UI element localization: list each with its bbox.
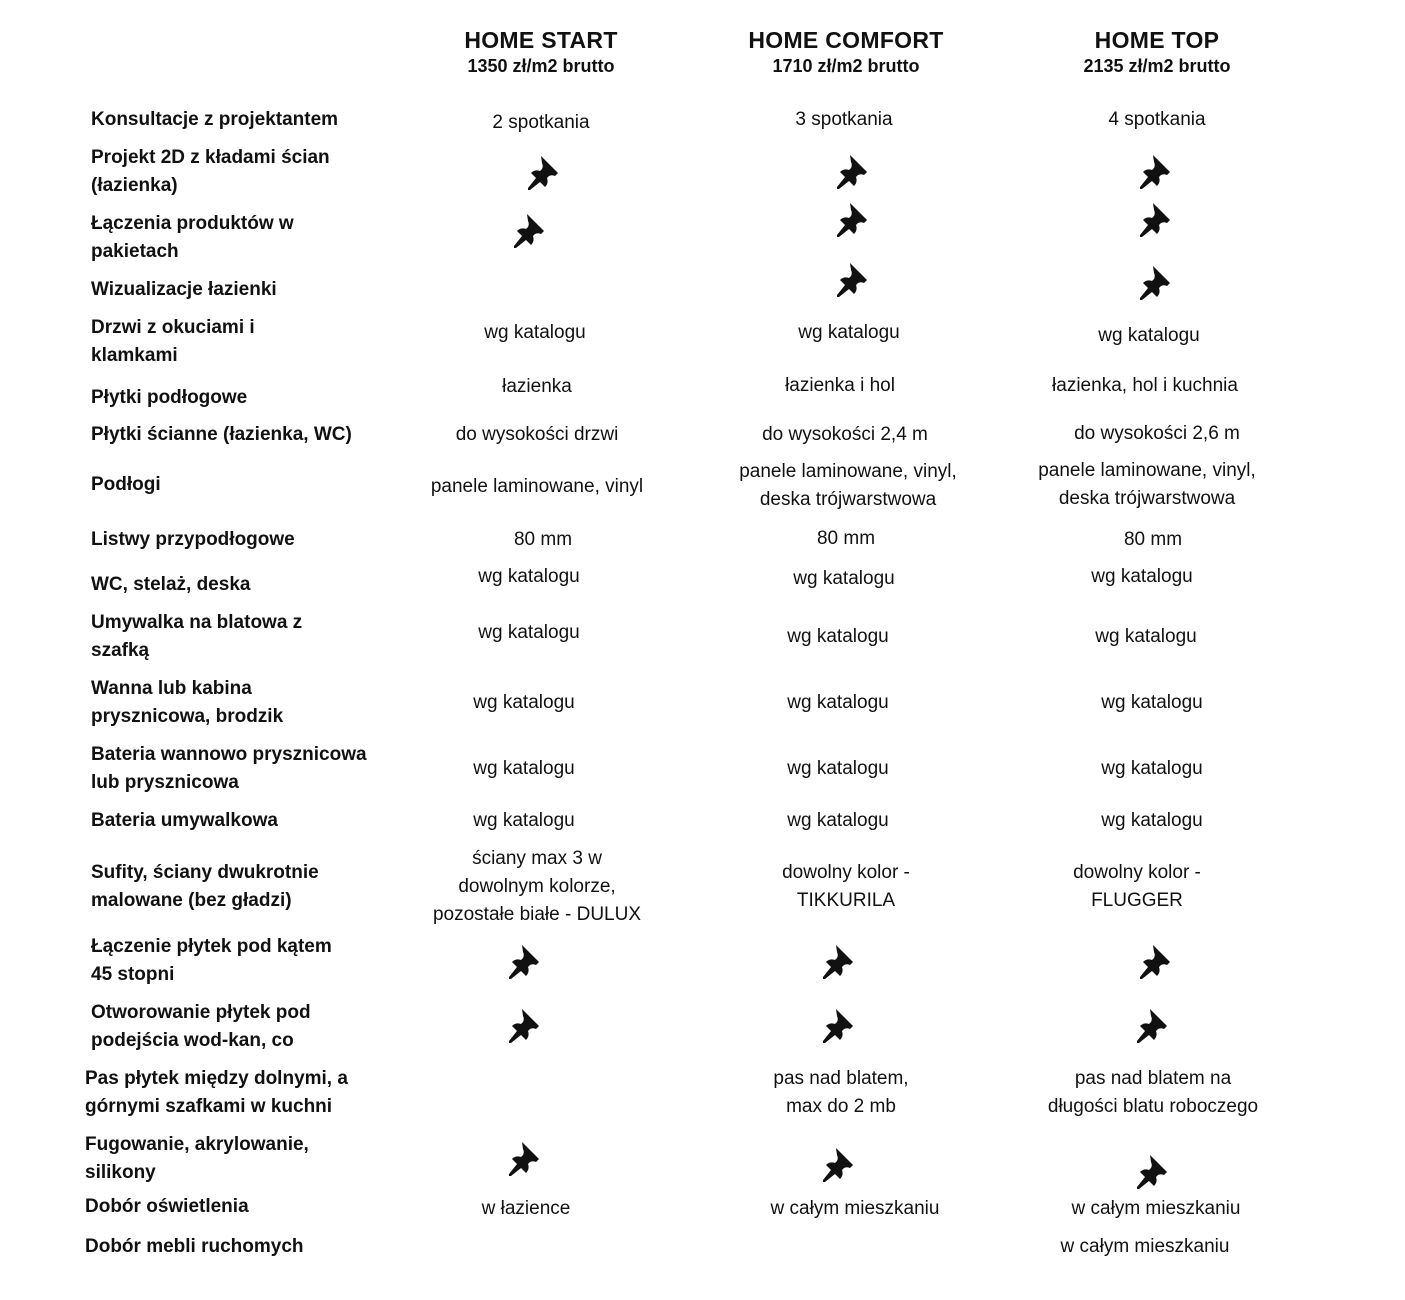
package-value: wg katalogu <box>473 758 575 779</box>
package-value: wg katalogu <box>787 810 889 831</box>
pushpin-icon <box>1140 155 1174 189</box>
package-value: wg katalogu <box>484 322 586 343</box>
package-value: dowolny kolor - TIKKURILA <box>782 862 910 911</box>
package-value: 80 mm <box>513 529 573 550</box>
package-value: w całym mieszkaniu <box>1071 1198 1241 1219</box>
feature-label: Pas płytek między dolnymi, a górnymi szafkami w kuchni <box>85 1068 348 1117</box>
pushpin-icon <box>837 155 871 189</box>
feature-label: Dobór mebli ruchomych <box>85 1236 304 1257</box>
package-value: wg katalogu <box>787 626 889 647</box>
package-value: 80 mm <box>816 528 876 549</box>
pushpin-icon <box>514 214 548 248</box>
package-value: 3 spotkania <box>795 109 893 130</box>
feature-label: Bateria wannowo prysznicowa lub prysznicowa <box>91 744 367 793</box>
package-value: wg katalogu <box>1101 810 1203 831</box>
feature-label: Łączenie płytek pod kątem 45 stopni <box>91 936 332 985</box>
feature-label: Wanna lub kabina prysznicowa, brodzik <box>91 678 284 727</box>
feature-label: Projekt 2D z kładami ścian (łazienka) <box>91 147 330 196</box>
package-value: łazienka <box>502 376 572 397</box>
package-value: panele laminowane, vinyl, deska trójwarstwowa <box>1038 460 1256 509</box>
package-value: wg katalogu <box>1091 566 1193 587</box>
pushpin-icon <box>837 263 871 297</box>
feature-label: Płytki ścianne (łazienka, WC) <box>91 424 352 445</box>
package-price: 2135 zł/m2 brutto <box>1083 56 1231 76</box>
package-value: 4 spotkania <box>1108 109 1206 130</box>
package-value: wg katalogu <box>1098 325 1200 346</box>
pushpin-icon <box>509 1142 543 1176</box>
feature-label: Wizualizacje łazienki <box>91 279 277 300</box>
feature-label: WC, stelaż, deska <box>91 574 251 595</box>
feature-label: Umywalka na blatowa z szafką <box>91 612 303 661</box>
package-value: pas nad blatem na długości blatu roboczego <box>1047 1068 1259 1117</box>
feature-label: Bateria umywalkowa <box>91 810 278 831</box>
pushpin-icon <box>837 203 871 237</box>
package-value: wg katalogu <box>473 692 575 713</box>
feature-label: Łączenia produktów w pakietach <box>91 213 294 262</box>
package-value: wg katalogu <box>473 810 575 831</box>
package-price: 1710 zł/m2 brutto <box>772 56 920 76</box>
package-header-top <box>997 26 1317 78</box>
pushpin-icon <box>509 1009 543 1043</box>
package-value: w całym mieszkaniu <box>1060 1236 1230 1257</box>
package-value: do wysokości drzwi <box>455 424 619 445</box>
pushpin-icon <box>1137 1155 1171 1189</box>
pushpin-icon <box>1140 945 1174 979</box>
feature-label: Listwy przypodłogowe <box>91 529 295 550</box>
feature-label: Fugowanie, akrylowanie, silikony <box>85 1134 309 1183</box>
package-value: dowolny kolor - FLUGGER <box>1073 862 1201 911</box>
package-value: w całym mieszkaniu <box>770 1198 940 1219</box>
feature-label: Konsultacje z projektantem <box>91 109 339 130</box>
package-value: do wysokości 2,4 m <box>762 424 928 445</box>
package-value: wg katalogu <box>478 622 580 643</box>
package-value: 2 spotkania <box>492 112 590 133</box>
package-value: ściany max 3 w dowolnym kolorze, pozostałe białe - DULUX <box>432 848 642 925</box>
package-price: 1350 zł/m2 brutto <box>467 56 615 76</box>
package-value: wg katalogu <box>787 692 889 713</box>
feature-label: Sufity, ściany dwukrotnie malowane (bez gładzi) <box>91 862 319 911</box>
pushpin-icon <box>1140 266 1174 300</box>
package-value: łazienka, hol i kuchnia <box>1052 375 1238 396</box>
package-value: wg katalogu <box>478 566 580 587</box>
package-value: wg katalogu <box>793 568 895 589</box>
package-value: do wysokości 2,6 m <box>1074 423 1240 444</box>
pushpin-icon <box>1140 203 1174 237</box>
feature-label: Podłogi <box>91 474 161 495</box>
package-value: wg katalogu <box>1101 692 1203 713</box>
package-value: wg katalogu <box>787 758 889 779</box>
package-value: panele laminowane, vinyl <box>430 476 644 497</box>
pushpin-icon <box>509 945 543 979</box>
feature-label: Drzwi z okuciami i klamkami <box>91 317 255 366</box>
package-value: pas nad blatem, max do 2 mb <box>773 1068 909 1117</box>
pushpin-icon <box>823 1148 857 1182</box>
pushpin-icon <box>528 156 562 190</box>
package-name: HOME COMFORT <box>748 27 944 53</box>
package-value: wg katalogu <box>798 322 900 343</box>
package-value: wg katalogu <box>1101 758 1203 779</box>
package-name: HOME TOP <box>1094 27 1220 53</box>
package-value: w łazience <box>481 1198 571 1219</box>
package-header-comfort <box>686 26 1006 78</box>
package-value: łazienka i hol <box>785 375 895 396</box>
package-value: wg katalogu <box>1095 626 1197 647</box>
feature-label: Płytki podłogowe <box>91 387 248 408</box>
feature-label: Otworowanie płytek pod podejścia wod-kan, co <box>91 1002 311 1051</box>
pushpin-icon <box>823 1009 857 1043</box>
feature-label: Dobór oświetlenia <box>85 1196 249 1217</box>
package-value: panele laminowane, vinyl, deska trójwarstwowa <box>739 461 957 510</box>
pushpin-icon <box>1137 1009 1171 1043</box>
package-value: 80 mm <box>1123 529 1183 550</box>
pushpin-icon <box>823 945 857 979</box>
package-header-start <box>381 26 701 78</box>
package-name: HOME START <box>464 27 618 53</box>
